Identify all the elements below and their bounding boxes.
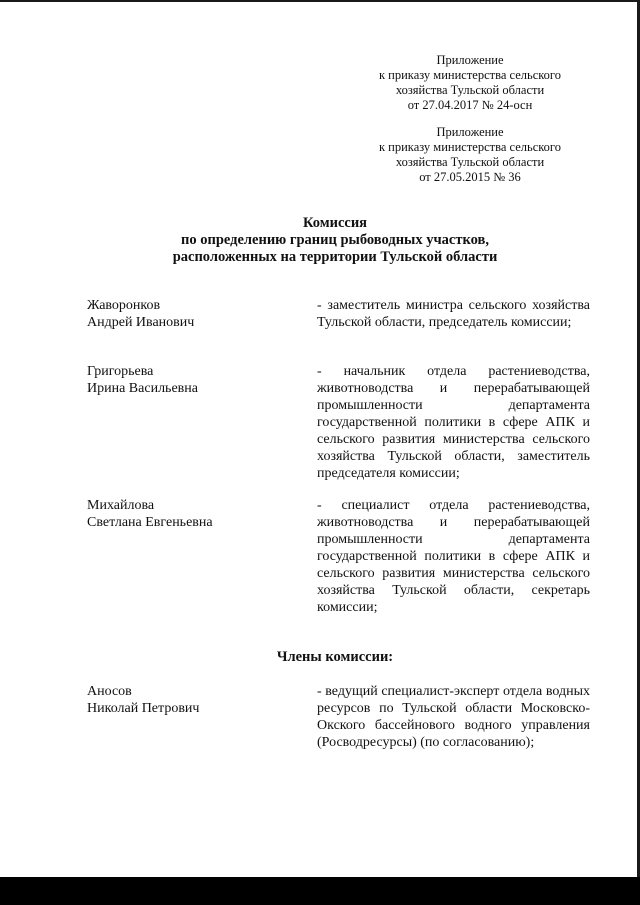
person-name-deputy-chair xyxy=(87,363,297,397)
title-line-2: по определению границ рыбоводных участков, xyxy=(180,232,489,248)
appendix-date-number: от 27.04.2017 № 24-осн xyxy=(407,98,533,112)
document-title xyxy=(0,215,640,266)
person-name-member xyxy=(87,683,297,717)
person-given-names: Светлана Евгеньевна xyxy=(87,515,213,530)
appendix-date-number: от 27.05.2015 № 36 xyxy=(419,170,521,184)
appendix-order-ref: к приказу министерства сельского xyxy=(378,68,561,82)
person-surname: Жаворонков xyxy=(87,298,161,313)
person-surname: Аносов xyxy=(87,684,132,699)
scan-bottom-band xyxy=(0,877,640,905)
title-line-3: расположенных на территории Тульской области xyxy=(172,249,498,265)
appendix-header-current xyxy=(335,53,605,113)
title-line-1: Комиссия xyxy=(302,215,368,231)
appendix-label: Приложение xyxy=(436,125,504,139)
person-given-names: Николай Петрович xyxy=(87,701,200,716)
members-section-heading: Члены комиссии: xyxy=(276,649,394,665)
appendix-header-original xyxy=(335,125,605,185)
person-surname: Михайлова xyxy=(87,498,155,513)
appendix-ministry: хозяйства Тульской области xyxy=(395,155,545,169)
person-name-chair xyxy=(87,297,297,331)
appendix-ministry: хозяйства Тульской области xyxy=(395,83,545,97)
person-name-secretary xyxy=(87,497,297,531)
appendix-label: Приложение xyxy=(436,53,504,67)
appendix-order-ref: к приказу министерства сельского xyxy=(378,140,561,154)
person-surname: Григорьева xyxy=(87,364,154,379)
person-role-chair: - заместитель министра сельского хозяйства Тульской области, председатель комиссии; xyxy=(317,298,590,330)
scan-top-edge xyxy=(0,0,640,2)
person-role-secretary: - специалист отдела растениеводства, животноводства и перерабатывающей промышленности департамента государственной политики в сфере АПК и сельского развития министерства сельского хозяйства Тульской области, секретарь комиссии; xyxy=(317,498,590,615)
person-role-deputy-chair: - начальник отдела растениеводства, животноводства и перерабатывающей промышленности департамента государственной политики в сфере АПК и сельского развития министерства сельского хозяйства Тульской области, заместитель председателя комиссии; xyxy=(317,364,590,481)
person-given-names: Ирина Васильевна xyxy=(87,381,198,396)
person-given-names: Андрей Иванович xyxy=(87,315,195,330)
person-role-member: - ведущий специалист-эксперт отдела водных ресурсов по Тульской области Московско-Окского бассейнового водного управления (Росводресурсы) (по согласованию); xyxy=(317,684,590,750)
